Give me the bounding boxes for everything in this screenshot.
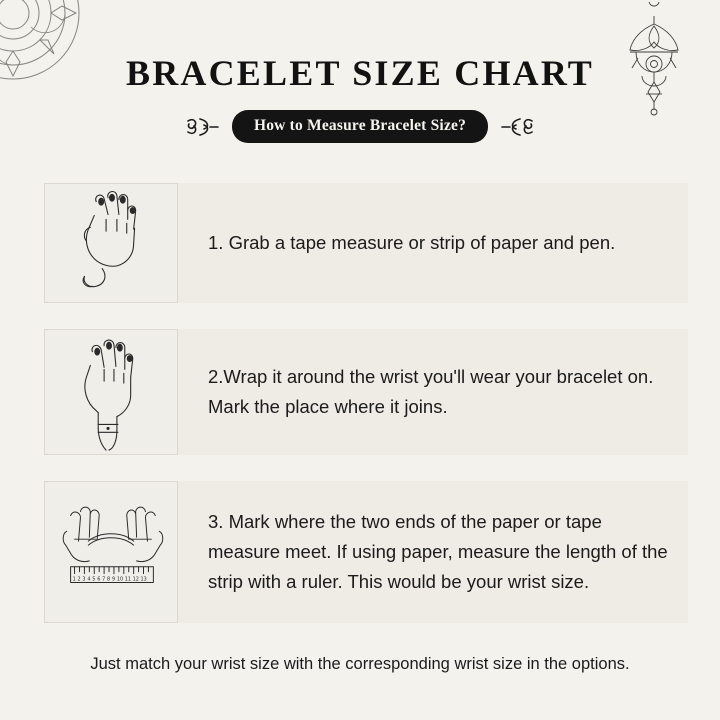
subtitle-row: [0, 110, 720, 143]
svg-text:1: 1: [72, 576, 76, 583]
svg-text:7: 7: [102, 576, 106, 583]
svg-text:3: 3: [82, 576, 86, 583]
hand-with-tape-measure-illustration: [44, 183, 178, 303]
step-text: 2.Wrap it around the wrist you'll wear your bracelet on. Mark the place where it joins.: [208, 366, 654, 417]
flourish-left-icon: [186, 115, 220, 139]
svg-text:2: 2: [77, 576, 81, 583]
svg-text:11: 11: [124, 576, 132, 583]
step-text: 1. Grab a tape measure or strip of paper and pen.: [208, 232, 616, 254]
list-item: [44, 183, 688, 303]
steps-list: [44, 183, 688, 649]
page-title: BRACELET SIZE CHART: [126, 53, 594, 93]
list-item: [44, 329, 688, 455]
svg-text:5: 5: [92, 576, 96, 583]
list-item: [44, 481, 688, 623]
svg-text:10: 10: [116, 576, 124, 583]
svg-text:4: 4: [87, 576, 91, 583]
footer-note: Just match your wrist size with the corresponding wrist size in the options.: [90, 655, 630, 673]
hand-wrapping-tape-around-wrist-illustration: [44, 329, 178, 455]
subtitle-badge: How to Measure Bracelet Size?: [232, 110, 488, 143]
svg-text:12: 12: [132, 576, 139, 583]
flourish-right-icon: [500, 115, 534, 139]
svg-text:13: 13: [140, 576, 147, 583]
hands-measuring-strip-with-ruler-illustration: [44, 481, 178, 623]
step-text: 3. Mark where the two ends of the paper or tape measure meet. If using paper, measure the length of the strip with a ruler. This would be your wrist size.: [208, 511, 668, 592]
svg-text:9: 9: [111, 576, 116, 583]
svg-text:8: 8: [107, 576, 111, 583]
svg-text:6: 6: [97, 576, 101, 583]
